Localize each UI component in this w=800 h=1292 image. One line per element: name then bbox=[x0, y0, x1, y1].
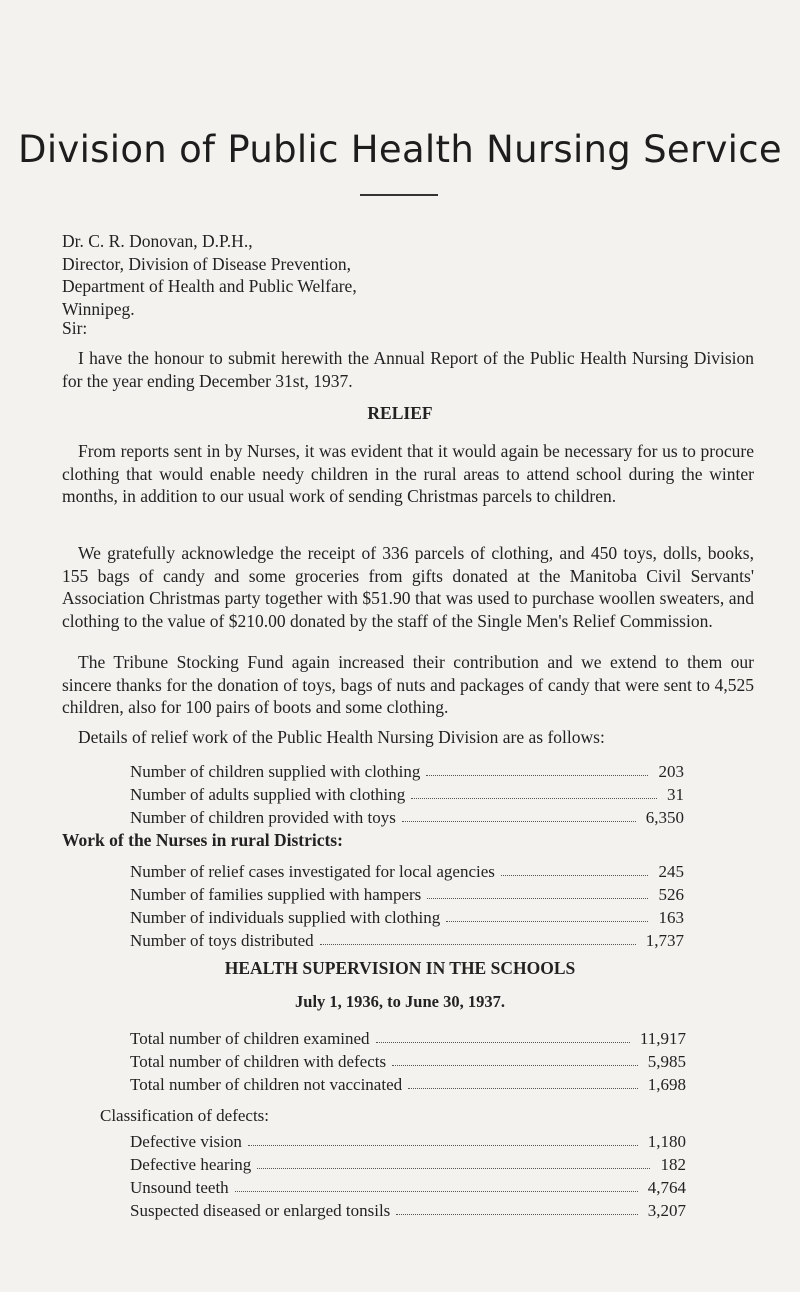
stat-row bbox=[130, 1027, 686, 1050]
relief-paragraph: Details of relief work of the Public Health Nursing Division are as follows: bbox=[78, 727, 605, 747]
dot-leader bbox=[402, 821, 636, 822]
dot-leader bbox=[501, 875, 648, 876]
relief-heading: RELIEF bbox=[367, 403, 433, 423]
stat-value: 203 bbox=[658, 762, 684, 781]
stat-value: 3,207 bbox=[647, 1201, 686, 1220]
stat-label: Suspected diseased or enlarged tonsils bbox=[130, 1201, 391, 1220]
stat-value: 245 bbox=[658, 862, 684, 881]
dot-leader bbox=[411, 798, 657, 799]
rural-heading: Work of the Nurses in rural Districts: bbox=[62, 830, 343, 850]
salutation: Sir: bbox=[62, 318, 88, 338]
stat-label: Unsound teeth bbox=[130, 1178, 229, 1197]
stat-row bbox=[130, 1199, 686, 1222]
dot-leader bbox=[248, 1145, 638, 1146]
stat-label: Total number of children with defects bbox=[130, 1052, 387, 1071]
stat-row bbox=[130, 1153, 686, 1176]
stat-row bbox=[130, 806, 684, 829]
stat-label: Number of children supplied with clothing bbox=[130, 762, 421, 781]
dot-leader bbox=[427, 898, 648, 899]
address-line: Dr. C. R. Donovan, D.P.H., bbox=[62, 231, 253, 251]
stat-row bbox=[130, 860, 684, 883]
address-block bbox=[62, 230, 357, 320]
stat-value: 1,737 bbox=[645, 931, 684, 950]
intro-paragraph: I have the honour to submit herewith the Annual Report of the Public Health Nursing Division for the year ending December 31st, 1937. bbox=[62, 348, 754, 391]
page-title: Division of Public Health Nursing Service bbox=[18, 128, 782, 171]
relief-paragraph: The Tribune Stocking Fund again increased their contribution and we extend to them our sincere thanks for the donation of toys, bags of nuts and packages of candy that were sent to 4,525 children, also for 100 pairs of boots and some clothing. bbox=[62, 652, 754, 717]
stat-value: 5,985 bbox=[647, 1052, 686, 1071]
dot-leader bbox=[408, 1088, 638, 1089]
stat-value: 31 bbox=[667, 785, 684, 804]
stat-row bbox=[130, 783, 684, 806]
address-line: Director, Division of Disease Prevention, bbox=[62, 253, 351, 274]
stat-row bbox=[130, 929, 684, 952]
schools-heading: HEALTH SUPERVISION IN THE SCHOOLS bbox=[224, 958, 576, 978]
rural-stats-list bbox=[130, 860, 684, 952]
stat-value: 1,698 bbox=[647, 1075, 686, 1094]
stat-label: Number of individuals supplied with clothing bbox=[130, 908, 441, 927]
stat-label: Total number of children not vaccinated bbox=[130, 1075, 403, 1094]
stat-row bbox=[130, 1050, 686, 1073]
stat-label: Total number of children examined bbox=[130, 1029, 370, 1048]
relief-paragraph: We gratefully acknowledge the receipt of 336 parcels of clothing, and 450 toys, dolls, books, 155 bags of candy and some groceries from gifts donated at the Manitoba Civil Servants' Association Christmas party together with $51.90 that was used to purchase woollen sweaters, and clothing to the value of $210.00 donated by the staff of the Single Men's Relief Commission. bbox=[62, 543, 754, 631]
stat-label: Defective vision bbox=[130, 1132, 242, 1151]
dot-leader bbox=[426, 775, 648, 776]
stat-value: 1,180 bbox=[647, 1132, 686, 1151]
title-divider bbox=[360, 194, 438, 196]
stat-label: Number of adults supplied with clothing bbox=[130, 785, 406, 804]
schools-dates: July 1, 1936, to June 30, 1937. bbox=[295, 992, 505, 1011]
stat-value: 4,764 bbox=[647, 1178, 686, 1197]
stat-row bbox=[130, 906, 684, 929]
address-line: Department of Health and Public Welfare, bbox=[62, 276, 357, 296]
stat-row bbox=[130, 1176, 686, 1199]
relief-stats-list bbox=[130, 760, 684, 829]
stat-row bbox=[130, 1130, 686, 1153]
stat-value: 6,350 bbox=[645, 808, 684, 827]
stat-label: Defective hearing bbox=[130, 1155, 252, 1174]
stat-value: 526 bbox=[658, 885, 684, 904]
address-line: Winnipeg. bbox=[62, 298, 135, 319]
relief-paragraph: From reports sent in by Nurses, it was evident that it would again be necessary for us to procure clothing that would enable needy children in the rural areas to attend school during the winter months, in addition to our usual work of sending Christmas parcels to children. bbox=[62, 441, 754, 506]
stat-row bbox=[130, 1073, 686, 1096]
stat-value: 11,917 bbox=[639, 1029, 686, 1048]
stat-label: Number of toys distributed bbox=[130, 931, 314, 950]
stat-label: Number of relief cases investigated for local agencies bbox=[130, 862, 495, 881]
defects-stats-list bbox=[130, 1130, 686, 1222]
dot-leader bbox=[257, 1168, 650, 1169]
dot-leader bbox=[446, 921, 648, 922]
dot-leader bbox=[320, 944, 636, 945]
dot-leader bbox=[235, 1191, 638, 1192]
schools-stats-list bbox=[130, 1027, 686, 1096]
stat-row bbox=[130, 883, 684, 906]
stat-label: Number of children provided with toys bbox=[130, 808, 396, 827]
classification-label: Classification of defects: bbox=[100, 1106, 270, 1125]
dot-leader bbox=[396, 1214, 638, 1215]
stat-label: Number of families supplied with hampers bbox=[130, 885, 422, 904]
dot-leader bbox=[392, 1065, 638, 1066]
dot-leader bbox=[376, 1042, 630, 1043]
stat-row bbox=[130, 760, 684, 783]
stat-value: 182 bbox=[660, 1155, 686, 1174]
stat-value: 163 bbox=[658, 908, 684, 927]
